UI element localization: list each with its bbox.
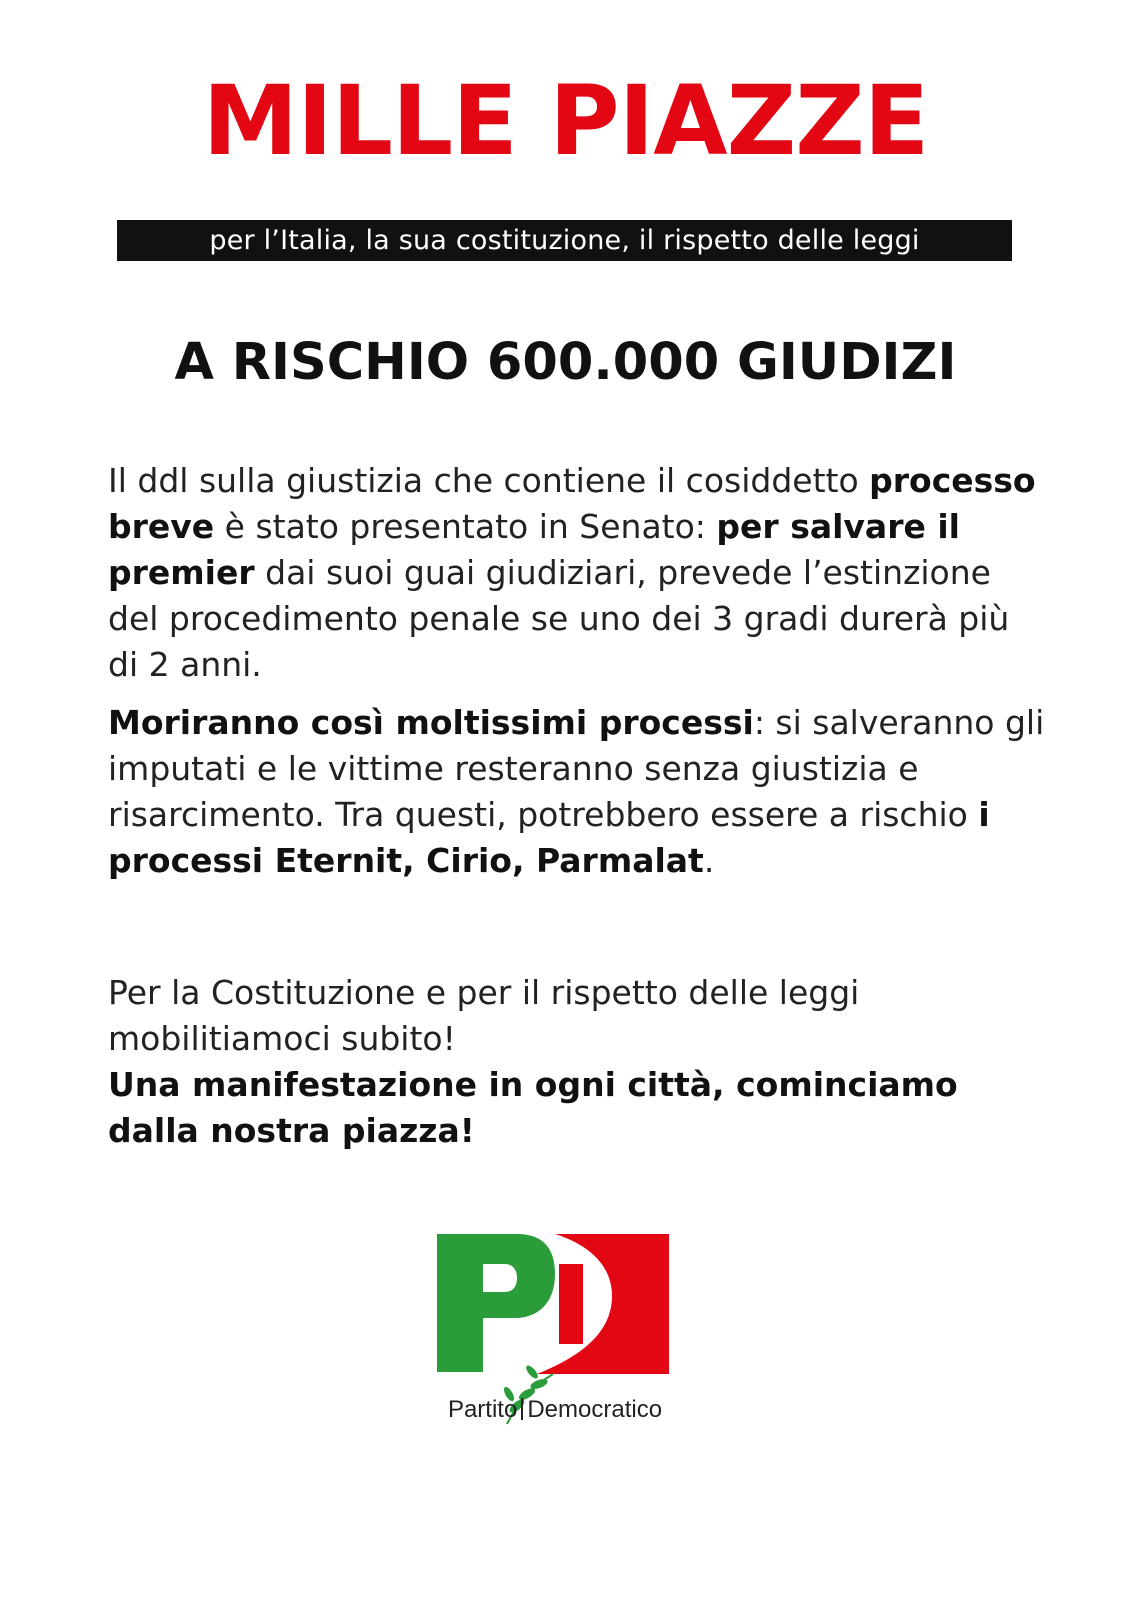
logo-caption-left: Partito xyxy=(447,1396,518,1423)
logo-red-d xyxy=(537,1234,669,1374)
subheadline: A RISCHIO 600.000 GIUDIZI xyxy=(174,333,957,392)
logo-green-p xyxy=(437,1234,555,1372)
logo-caption-right: Democratico xyxy=(527,1396,663,1423)
tagline-text: per l’Italia, la sua costituzione, il rispetto delle leggi xyxy=(209,225,920,256)
paragraph-processo-breve: Il ddl sulla giustizia che contiene il cosiddetto processo breve è stato presentato in Senato: per salvare il premier dai suoi guai giudiziari, prevede l’estinzione del procedimento penale se uno dei 3 gradi durerà più di 2 anni. xyxy=(108,461,1036,684)
logo-caption xyxy=(420,1393,690,1427)
logo-red-d-counter xyxy=(583,1274,600,1338)
paragraph-call-to-action: Per la Costituzione e per il rispetto delle leggi mobilitiamoci subito! Una manifestazione in ogni città, cominciamo dalla nostra piazza! xyxy=(108,973,958,1150)
logo-caption-divider xyxy=(521,1398,523,1420)
tagline-banner xyxy=(117,220,1012,261)
paragraph-processi: Moriranno così moltissimi processi: si salveranno gli imputati e le vittime resteranno senza giustizia e risarcimento. Tra questi, potrebbero essere a rischio i processi Eternit, Cirio, Parmalat. xyxy=(108,703,1045,880)
headline: MILLE PIAZZE xyxy=(202,65,929,177)
logo-red-d-stem xyxy=(559,1264,583,1344)
